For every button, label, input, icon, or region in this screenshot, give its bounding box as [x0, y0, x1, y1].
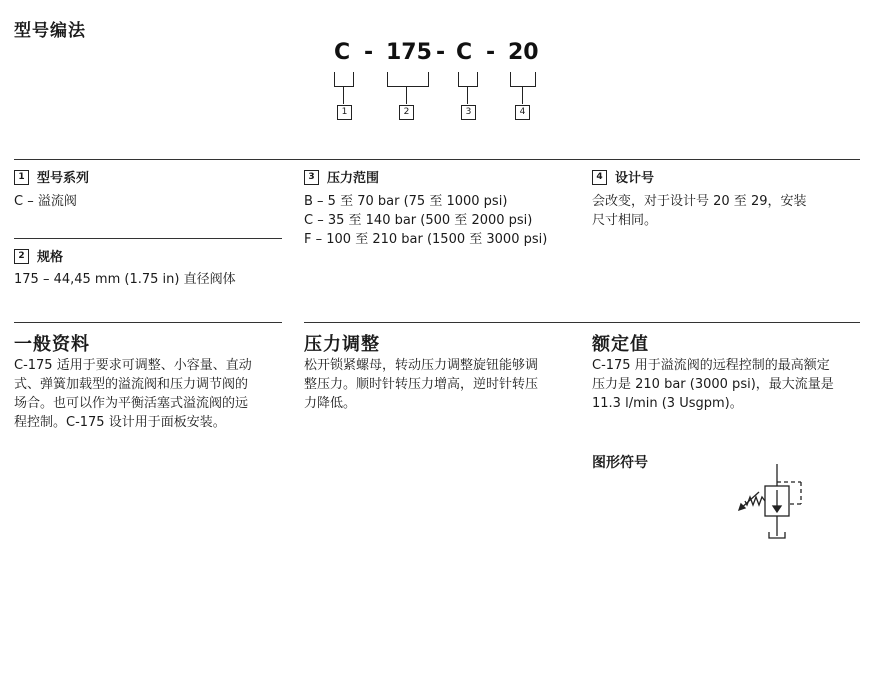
relief-valve-symbol-icon [735, 462, 815, 548]
bracket-4-stem [522, 86, 523, 104]
code-part-series: C [334, 40, 351, 65]
section-2-title: 规格 [37, 250, 64, 265]
bracket-3-stem [467, 86, 468, 104]
divider-section-2 [14, 238, 282, 239]
section-2-line: 175 – 44,45 mm (1.75 in) 直径阀体 [14, 272, 236, 287]
divider-top [14, 159, 860, 160]
section-3-line-f: F – 100 至 210 bar (1500 至 3000 psi) [304, 232, 548, 247]
position-box-3: 3 [461, 105, 476, 120]
adjust-line-2: 整压力。顺时针转压力增高，逆时针转压 [304, 377, 539, 392]
adjust-line-3: 力降低。 [304, 396, 357, 411]
section-2-heading [14, 246, 63, 265]
rating-line-1: C-175 用于溢流阀的远程控制的最高额定 [592, 358, 830, 373]
bracket-1 [334, 72, 354, 87]
section-4-line-1: 会改变，对于设计号 20 至 29，安装 [592, 194, 807, 209]
position-box-4: 4 [515, 105, 530, 120]
section-3-number: 3 [304, 170, 319, 185]
position-box-2: 2 [399, 105, 414, 120]
section-3-heading [304, 167, 379, 186]
section-2-number: 2 [14, 249, 29, 264]
rating-heading: 额定值 [592, 334, 649, 355]
page-title: 型号编法 [14, 21, 86, 41]
code-dash-2: - [436, 40, 446, 65]
bracket-2 [387, 72, 429, 87]
bracket-2-stem [406, 86, 407, 104]
section-3-line-c: C – 35 至 140 bar (500 至 2000 psi) [304, 213, 533, 228]
adjust-text [304, 356, 574, 413]
code-dash-3: - [486, 40, 496, 65]
section-3-line-b: B – 5 至 70 bar (75 至 1000 psi) [304, 194, 508, 209]
rating-text [592, 356, 864, 413]
symbol-arrow-head [773, 506, 781, 512]
section-1-line: C – 溢流阀 [14, 194, 77, 209]
bracket-3 [458, 72, 478, 87]
general-line-3: 场合。也可以作为平衡活塞式溢流阀的远 [14, 396, 249, 411]
divider-general [14, 322, 282, 323]
bracket-4 [510, 72, 536, 87]
code-part-size: 175 [386, 40, 432, 65]
symbol-heading: 图形符号 [592, 455, 648, 471]
section-1-title: 型号系列 [37, 171, 90, 186]
symbol-spring [745, 497, 765, 505]
section-4-title: 设计号 [615, 171, 655, 186]
general-line-1: C-175 适用于要求可调整、小容量、直动 [14, 358, 252, 373]
code-dash-1: - [364, 40, 374, 65]
code-part-pressure: C [456, 40, 473, 65]
general-heading: 一般资料 [14, 334, 90, 355]
position-box-1: 1 [337, 105, 352, 120]
code-part-design: 20 [508, 40, 539, 65]
rating-line-3: 11.3 l/min (3 Usgpm)。 [592, 396, 743, 411]
section-4-heading [592, 167, 654, 186]
adjust-line-1: 松开锁紧螺母，转动压力调整旋钮能够调 [304, 358, 539, 373]
bracket-1-stem [343, 86, 344, 104]
divider-adjust-rating [304, 322, 860, 323]
section-1-heading [14, 167, 89, 186]
rating-line-2: 压力是 210 bar (3000 psi)，最大流量是 [592, 377, 834, 392]
section-4-number: 4 [592, 170, 607, 185]
general-line-2: 式、弹簧加载型的溢流阀和压力调节阀的 [14, 377, 249, 392]
section-3-title: 压力范围 [327, 171, 380, 186]
section-1-number: 1 [14, 170, 29, 185]
general-text [14, 356, 284, 432]
adjust-heading: 压力调整 [304, 334, 380, 355]
general-line-4: 程控制。C-175 设计用于面板安装。 [14, 415, 226, 430]
section-4-line-2: 尺寸相同。 [592, 213, 658, 228]
